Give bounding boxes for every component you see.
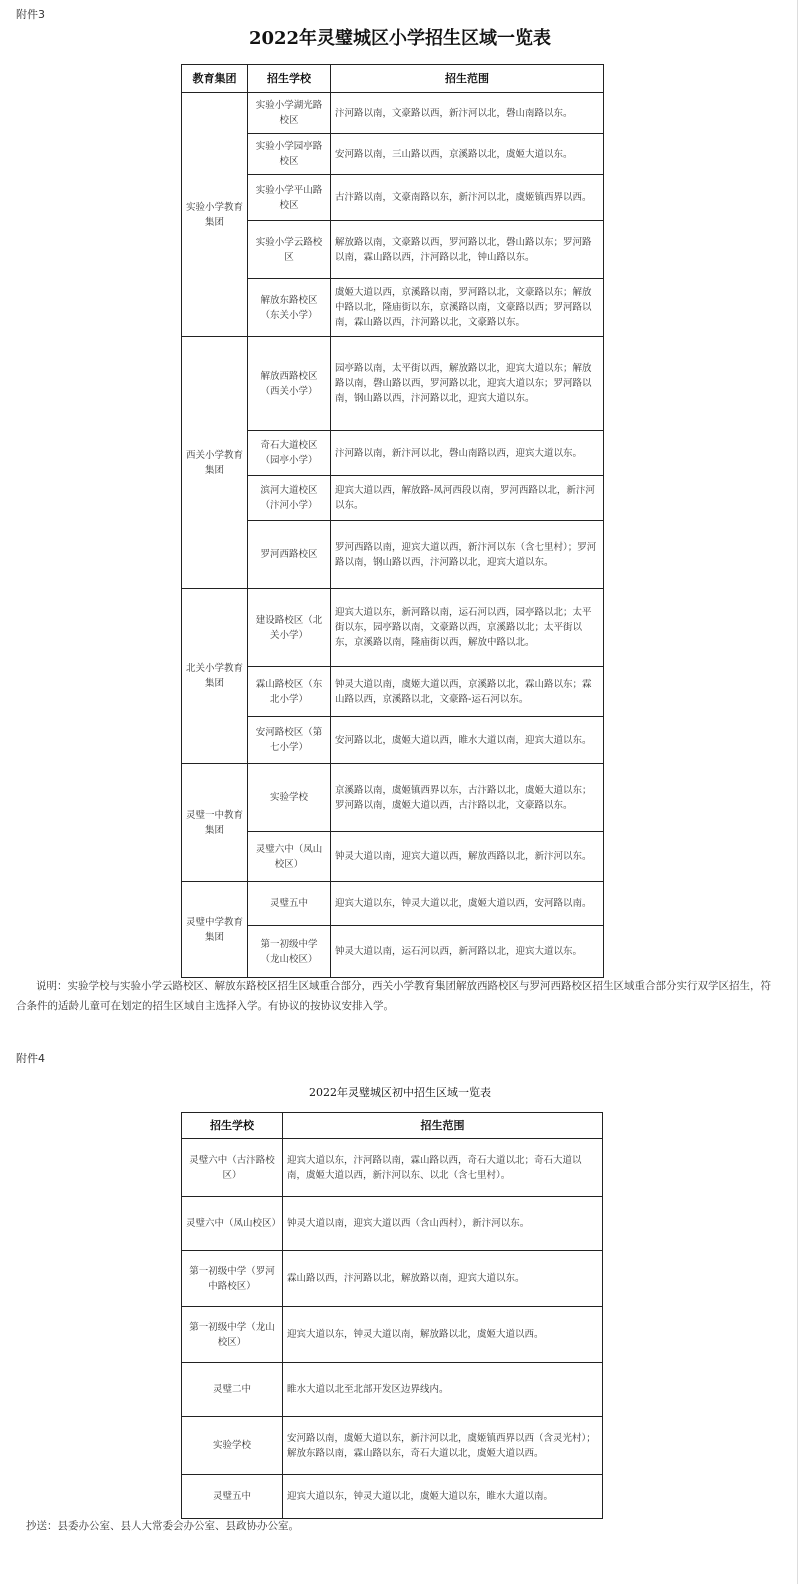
table-row — [182, 93, 604, 134]
table-row — [182, 1251, 603, 1307]
education-group-cell: 灵璧中学教育集团 — [182, 882, 248, 978]
table-row — [182, 1475, 603, 1519]
range-cell: 罗河西路以南，迎宾大道以西，新汴河以东（含七里村）；罗河路以南，钢山路以西，汴河路以北，迎宾大道以东。 — [331, 521, 604, 589]
table-row — [182, 337, 604, 431]
range-cell: 安河路以北，虞姬大道以西，睢水大道以南，迎宾大道以东。 — [331, 717, 604, 764]
range-cell: 钟灵大道以南，运石河以西，新河路以北，迎宾大道以东。 — [331, 926, 604, 978]
table-row — [182, 764, 604, 832]
education-group-cell: 灵璧一中教育集团 — [182, 764, 248, 882]
school-cell: 奇石大道校区（园亭小学） — [248, 431, 331, 476]
range-cell: 古汴路以南，文豪南路以东，新汴河以北，虞姬镇西界以西。 — [331, 175, 604, 221]
school-cell: 解放东路校区（东关小学） — [248, 279, 331, 337]
range-cell: 钟灵大道以南，虞姬大道以西，京溪路以北，霖山路以东；霖山路以西，京溪路以北，文豪路-运石河以东。 — [331, 667, 604, 717]
table-row — [182, 589, 604, 667]
primary-school-table-body — [182, 93, 604, 978]
annex3-label: 附件3 — [16, 8, 45, 21]
range-cell: 汴河路以南，新汴河以北，磬山南路以西，迎宾大道以东。 — [331, 431, 604, 476]
range-cell: 京溪路以南，虞姬镇西界以东，古汴路以北，虞姬大道以东；罗河路以南，虞姬大道以西，古汴路以北，文豪路以东。 — [331, 764, 604, 832]
range-cell: 园亭路以南，太平街以西，解放路以北，迎宾大道以东；解放路以南，磬山路以西，罗河路以北，迎宾大道以东；罗河路以南，钢山路以西，汴河路以北，迎宾大道以东。 — [331, 337, 604, 431]
table-row — [182, 882, 604, 926]
school-cell: 灵璧六中（古汴路校区） — [182, 1139, 283, 1197]
education-group-cell: 实验小学教育集团 — [182, 93, 248, 337]
school-cell: 滨河大道校区（汴河小学） — [248, 476, 331, 521]
range-cell: 迎宾大道以东，钟灵大道以北，虞姬大道以西，安河路以南。 — [331, 882, 604, 926]
school-cell: 第一初级中学（罗河中路校区） — [182, 1251, 283, 1307]
header-group: 教育集团 — [182, 65, 248, 93]
school-cell: 实验小学云路校区 — [248, 221, 331, 279]
header-range: 招生范围 — [283, 1113, 603, 1139]
education-group-cell: 西关小学教育集团 — [182, 337, 248, 589]
table-row — [182, 1197, 603, 1251]
range-cell: 解放路以南，文豪路以西，罗河路以北，磬山路以东；罗河路以南，霖山路以西，汴河路以北，钟山路以东。 — [331, 221, 604, 279]
middle-school-table — [181, 1112, 603, 1519]
range-cell: 迎宾大道以东，汴河路以南，霖山路以西，奇石大道以北；奇石大道以南，虞姬大道以西，新汴河以东、以北（含七里村）。 — [283, 1139, 603, 1197]
annex3-note: 说明：实验学校与实验小学云路校区、解放东路校区招生区域重合部分，西关小学教育集团解放西路校区与罗河西路校区招生区域重合部分实行双学区招生，符合条件的适龄儿童可在划定的招生区域自主选择入学。有协议的按协议安排入学。 — [16, 980, 771, 1012]
table-row — [182, 1307, 603, 1363]
header-range: 招生范围 — [331, 65, 604, 93]
range-cell: 迎宾大道以东，钟灵大道以南，解放路以北，虞姬大道以西。 — [283, 1307, 603, 1363]
range-cell: 迎宾大道以西，解放路-凤河西段以南，罗河西路以北，新汴河以东。 — [331, 476, 604, 521]
school-cell: 灵璧五中 — [182, 1475, 283, 1519]
range-cell: 霖山路以西，汴河路以北，解放路以南，迎宾大道以东。 — [283, 1251, 603, 1307]
school-cell: 第一初级中学（龙山校区） — [248, 926, 331, 978]
school-cell: 实验学校 — [248, 764, 331, 832]
page-edge-line — [797, 0, 798, 1584]
range-cell: 睢水大道以北至北部开发区边界线内。 — [283, 1363, 603, 1417]
school-cell: 实验小学湖光路校区 — [248, 93, 331, 134]
range-cell: 钟灵大道以南，迎宾大道以西（含山西村），新汴河以东。 — [283, 1197, 603, 1251]
range-cell: 安河路以南，虞姬大道以东，新汴河以北，虞姬镇西界以西（含灵光村）；解放东路以南，霖山路以东，奇石大道以北，虞姬大道以西。 — [283, 1417, 603, 1475]
range-cell: 汴河路以南，文豪路以西，新汴河以北，磬山南路以东。 — [331, 93, 604, 134]
table-row — [182, 1363, 603, 1417]
school-cell: 实验学校 — [182, 1417, 283, 1475]
school-cell: 实验小学园亭路校区 — [248, 134, 331, 175]
table-row — [182, 1417, 603, 1475]
range-cell: 虞姬大道以西，京溪路以南，罗河路以北，文豪路以东；解放中路以北，隆庙街以东，京溪路以南，文豪路以西；罗河路以南，霖山路以西，汴河路以北，文豪路以东。 — [331, 279, 604, 337]
school-cell: 霖山路校区（东北小学） — [248, 667, 331, 717]
range-cell: 迎宾大道以东，钟灵大道以北，虞姬大道以东，睢水大道以南。 — [283, 1475, 603, 1519]
school-cell: 罗河西路校区 — [248, 521, 331, 589]
school-cell: 灵璧二中 — [182, 1363, 283, 1417]
school-cell: 建设路校区（北关小学） — [248, 589, 331, 667]
range-cell: 迎宾大道以东，新河路以南，运石河以西，园亭路以北；太平街以东，园亭路以南，文豪路以西，京溪路以北；太平街以东，京溪路以南，隆庙街以西，解放中路以北。 — [331, 589, 604, 667]
annex3-title: 2022年灵璧城区小学招生区域一览表 — [248, 28, 552, 49]
middle-school-table-body — [182, 1139, 603, 1519]
cc-line: 抄送：县委办公室、县人大常委会办公室、县政协办公室。 — [26, 1520, 299, 1532]
school-cell: 灵璧五中 — [248, 882, 331, 926]
school-cell: 灵璧六中（凤山校区） — [248, 832, 331, 882]
table-row — [182, 1139, 603, 1197]
school-cell: 安河路校区（第七小学） — [248, 717, 331, 764]
school-cell: 第一初级中学（龙山校区） — [182, 1307, 283, 1363]
range-cell: 钟灵大道以南，迎宾大道以西，解放西路以北，新汴河以东。 — [331, 832, 604, 882]
school-cell: 解放西路校区（西关小学） — [248, 337, 331, 431]
primary-school-table — [181, 64, 604, 978]
school-cell: 灵璧六中（凤山校区） — [182, 1197, 283, 1251]
annex4-label: 附件4 — [16, 1052, 45, 1065]
annex4-title: 2022年灵璧城区初中招生区域一览表 — [309, 1086, 491, 1099]
school-cell: 实验小学平山路校区 — [248, 175, 331, 221]
header-school: 招生学校 — [248, 65, 331, 93]
range-cell: 安河路以南，三山路以西，京溪路以北，虞姬大道以东。 — [331, 134, 604, 175]
header-school: 招生学校 — [182, 1113, 283, 1139]
education-group-cell: 北关小学教育集团 — [182, 589, 248, 764]
